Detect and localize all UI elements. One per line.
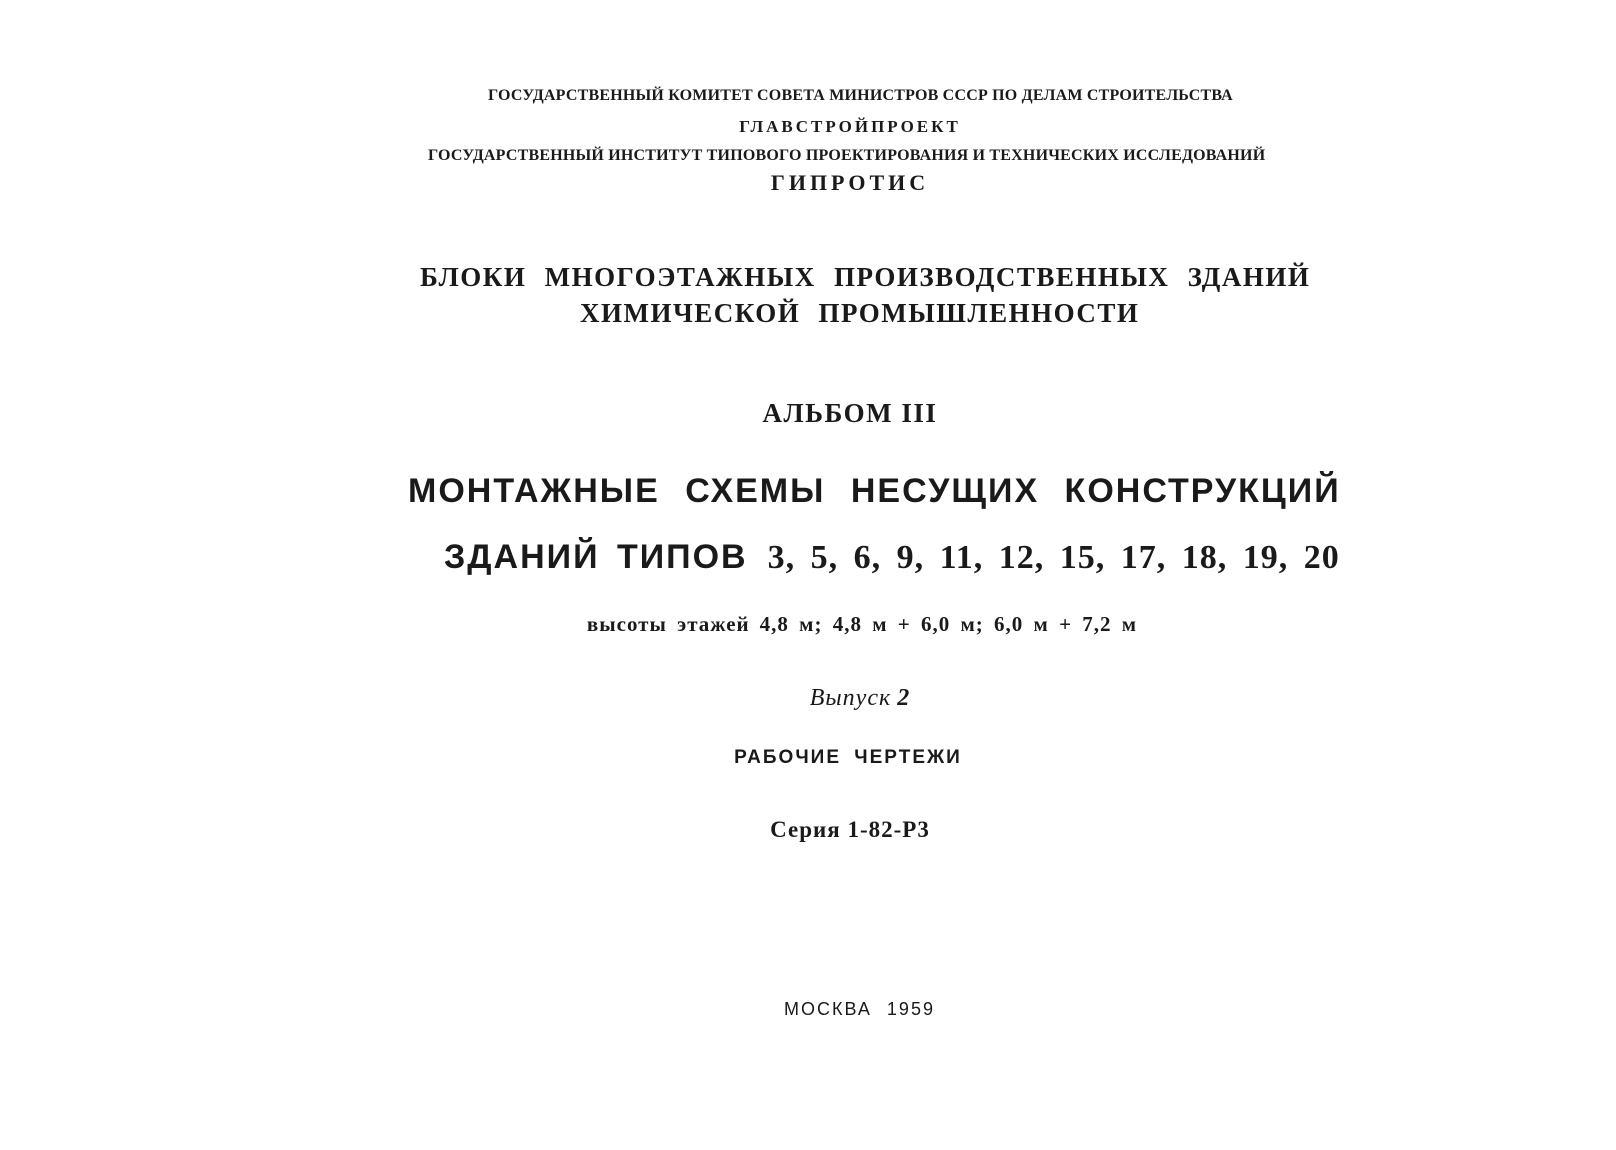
building-types-values: 3, 5, 6, 9, 11, 12, 15, 17, 18, 19, 20 [767,539,1340,576]
committee-heading: ГОСУДАРСТВЕННЫЙ КОМИТЕТ СОВЕТА МИНИСТРОВ СССР ПО ДЕЛАМ СТРОИТЕЛЬСТВА [488,87,1233,104]
subject-line-1: МОНТАЖНЫЕ СХЕМЫ НЕСУЩИХ КОНСТРУКЦИЙ [408,472,1341,510]
working-drawings-label: РАБОЧИЕ ЧЕРТЕЖИ [734,747,962,768]
issue-label: Выпуск [809,685,892,711]
building-types-label: ЗДАНИЙ ТИПОВ [444,538,748,576]
floor-heights-label: высоты этажей [586,612,750,636]
institute-short-name: ГИПРОТИС [770,170,930,195]
issue [780,686,940,710]
floor-heights [552,614,1172,635]
publication-city: МОСКВА [784,999,872,1019]
publication-place-year [784,1000,934,1018]
album-number: АЛЬБОМ III [762,398,938,428]
document-title-line-1: БЛОКИ МНОГОЭТАЖНЫХ ПРОИЗВОДСТВЕННЫХ ЗДАНИЙ [420,262,1311,292]
institute-heading: ГОСУДАРСТВЕННЫЙ ИНСТИТУТ ТИПОВОГО ПРОЕКТИРОВАНИЯ И ТЕХНИЧЕСКИХ ИССЛЕДОВАНИЙ [428,147,1266,164]
issue-number: 2 [897,685,911,711]
document-title-line-2: ХИМИЧЕСКОЙ ПРОМЫШЛЕННОСТИ [580,298,1140,328]
series-number: Серия 1-82-Р3 [770,817,930,842]
subject-line-2 [444,538,1340,576]
publication-year: 1959 [886,999,935,1019]
floor-heights-values: 4,8 м; 4,8 м + 6,0 м; 6,0 м + 7,2 м [759,612,1138,636]
organization-heading: ГЛАВСТРОЙПРОЕКТ [739,117,961,136]
